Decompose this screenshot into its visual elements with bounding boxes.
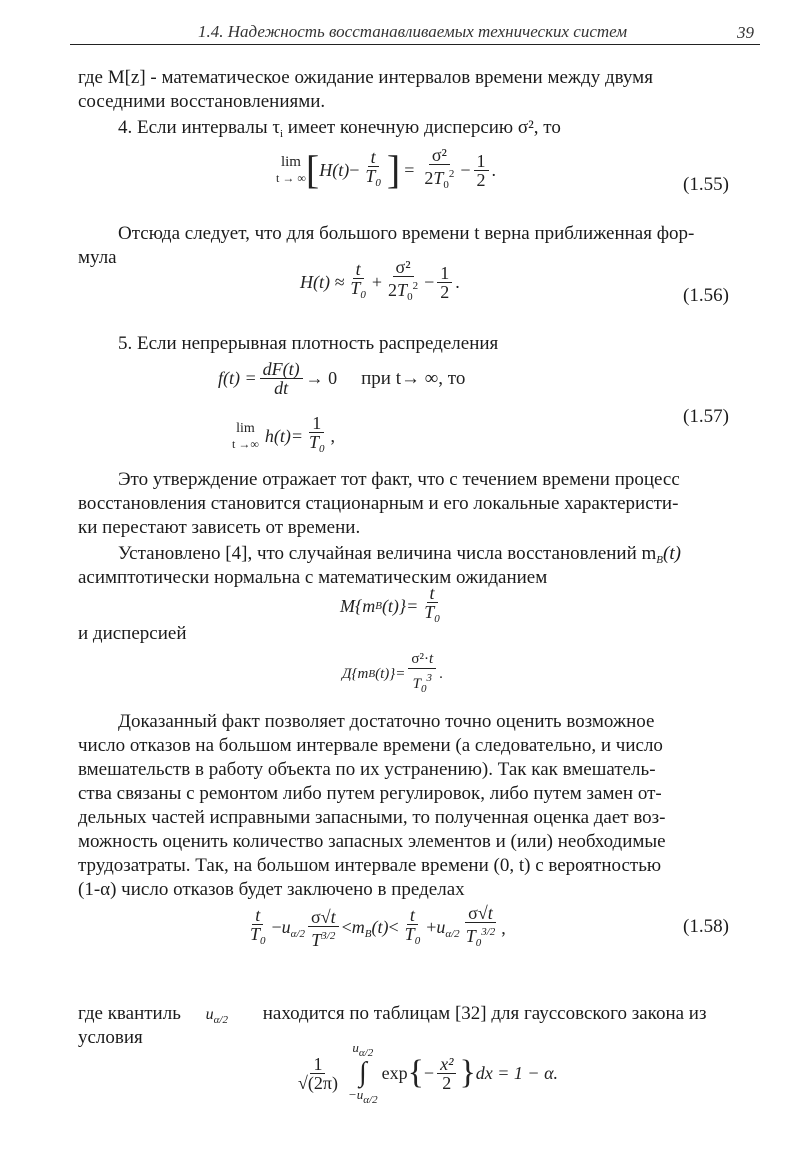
expectation-formula: M{m B (t)}= $\frac{t}{T_0}$ [340,583,440,625]
text-line: вмешательств в работу объекта по их устранению). Так как вмешатель- [78,759,656,780]
dt: dt [274,378,289,398]
text-line: условия [78,1027,143,1048]
subscript: i [279,128,284,140]
text-line: мула [78,247,117,268]
integral-condition: $\frac{1}{√(2\pi)}$ $u_{\alpha/2}$ ∫ $-u_{\alpha/2}$ exp { − $\frac{\text{x²}}{2}$ } dx = 1 − α. [298,1040,559,1106]
sigma-squared: σ² [429,146,450,165]
item-4-rest: имеет конечную дисперсию σ², то [283,117,561,138]
p6-lead: Установлено [4], что случайная величина числа восстановлений m [118,543,657,564]
integral-tail: dx = 1 − α. [475,1062,559,1083]
lim-subscript: t → ∞ [276,171,306,185]
p9-lead: где квантиль [78,1003,181,1024]
arrow-zero: → 0 [305,368,338,388]
item-4-text [118,116,561,146]
text-line: трудозатраты. Так, на большом интервале времени (0, t) с вероятностью [78,855,662,876]
text-line: дельных частей исправными запасными, то полученная оценка дает воз- [78,807,666,828]
f-of-t: f(t) = [218,368,257,388]
when-text: при t→ ∞, то [361,367,466,389]
p6-tail: (t) [663,543,681,564]
text-line: 5. Если непрерывная плотность распределения [118,333,499,354]
page-number: 39 [737,23,754,42]
H-of-t: H(t) [319,159,350,180]
text-line: ки перестают зависеть от времени. [78,517,361,538]
text-line: асимптотически нормальна с математическим ожиданием [78,567,548,588]
text-line: Отсюда следует, что для большого времени t верна приближенная фор- [118,223,695,244]
equation-1-55: lim t → ∞ [ H(t) − $\frac{t}{T_0}$ ] = $\frac{\text{σ²}}{2T_0^2}$ − $\frac{1}{2}$ . [276,145,497,192]
text-line: соседними восстановлениями. [78,91,326,112]
equation-number: (1.55) [683,174,729,195]
equation-1-56: H(t) ≈ $\frac{t}{T_0}$ + $\frac{\text{σ²}}{2T_0^2}$ − $\frac{1}{2}$ . [300,257,460,303]
p9-rest: находится по таблицам [32] для гауссовского закона из [262,1003,707,1024]
dF: dF(t) [260,360,303,379]
equation-number: (1.56) [683,285,729,306]
dispersion-formula: Д{m B (t)}= $\frac{\text{σ²·t}}{T_0^3}$ . [342,651,443,695]
text-line: Это утверждение отражает тот факт, что с течением времени процесс [118,469,680,490]
h-of-t: h(t)= [264,425,304,446]
text-line: восстановления становится стационарным и его локальные характеристи- [78,493,679,514]
text-line: где квантиль $u_{\alpha/2}$ находится по таблицам [32] для гауссовского закона из [78,1003,707,1026]
lim-label: lim [280,154,301,170]
text-line: Доказанный факт позволяет достаточно точно оценить возможное [118,711,655,732]
equation-1-58: $\frac{t}{T_0}$ $-u_{\alpha/2}$ $\frac{\sigma√t}{T^{3/2}}$ $<m_B(t)<$ $\frac{t}{T_0}$ $+u_{\alpha/2}$ $\frac{\sigma√t}{T_0^{3/2}}$ , [250,903,506,950]
text-line: число отказов на большом интервале времени (а следовательно, и число [78,735,663,756]
subscript: B [656,554,664,566]
running-header-title: 1.4. Надежность восстанавливаемых технических систем [198,22,628,41]
exp-label: exp [381,1062,408,1083]
text-line: ства связаны с ремонтом либо путем регулировок, либо путем замен от- [78,783,662,804]
equation-1-57-part2: lim t →∞ h(t)= $\frac{1}{T_0}$ , [232,413,336,455]
H-approx: H(t) ≈ [300,271,345,292]
item-4-lead: 4. Если интервалы τ [118,117,280,138]
running-header [70,18,760,45]
equation-number: (1.57) [683,406,729,427]
equation-number: (1.58) [683,916,729,937]
text-line: (1-α) число отказов будет заключено в пределах [78,879,465,900]
equation-1-57-part1 [218,360,465,397]
text-line: где M[z] - математическое ожидание интервалов времени между двумя [78,67,653,88]
text-line: и дисперсией [78,623,187,644]
text-line: можность оценить количество запасных элементов и (или) необходимые [78,831,666,852]
